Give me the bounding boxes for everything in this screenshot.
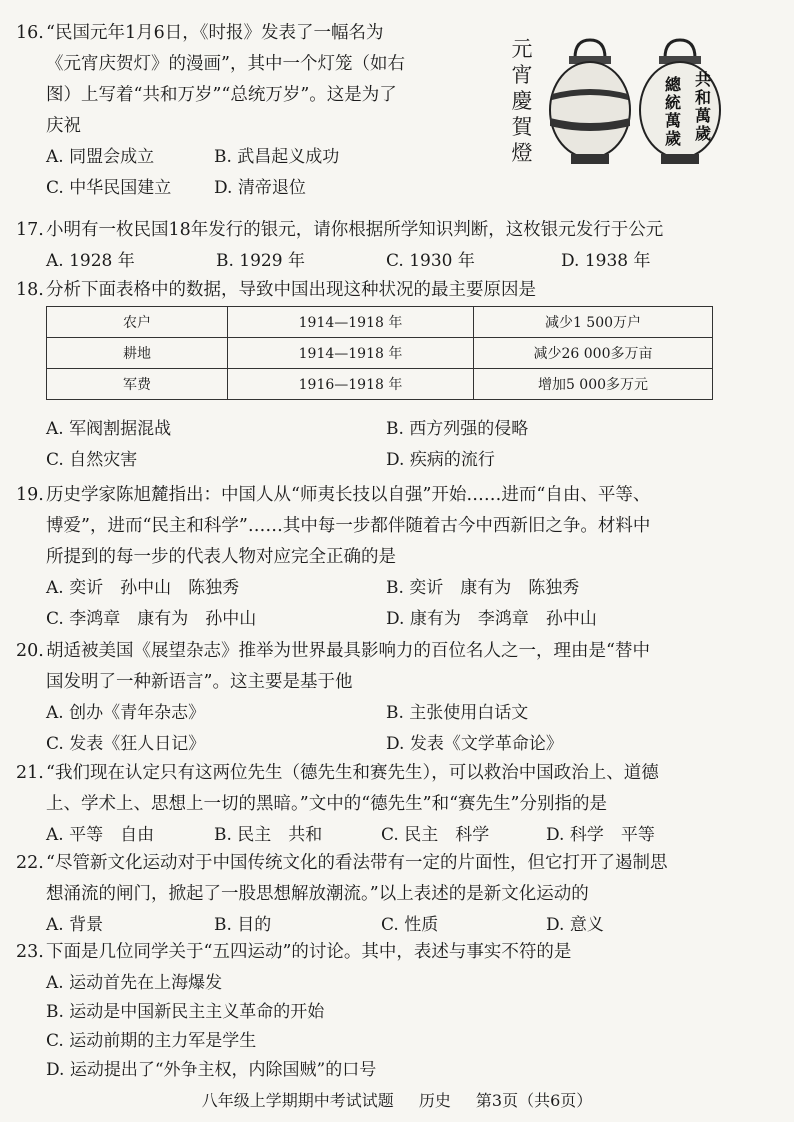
- question-21: [16, 758, 754, 851]
- options-row: [16, 173, 754, 204]
- options-row: [16, 445, 754, 476]
- option-a[interactable]: A. 1928 年: [46, 251, 135, 271]
- options-row: [16, 698, 754, 729]
- question-number: 22.: [16, 853, 44, 873]
- footer-page-number: 第3页（共6页）: [475, 1091, 593, 1110]
- question-23: [16, 937, 754, 1084]
- lantern-illustration: [505, 30, 725, 175]
- option-c[interactable]: C. 发表《狂人日记》: [46, 734, 206, 754]
- table-row: [47, 369, 713, 400]
- question-number: 16.: [16, 23, 44, 43]
- options-row: [16, 414, 754, 445]
- question-text: 所提到的每一步的代表人物对应完全正确的是: [46, 547, 396, 567]
- lantern-drawing: [505, 30, 725, 175]
- table-cell: 1914—1918 年: [228, 338, 474, 369]
- table-row: [47, 307, 713, 338]
- lantern-text: 和: [695, 88, 712, 107]
- options-row: [16, 820, 754, 851]
- option-c[interactable]: C. 自然灾害: [46, 450, 138, 470]
- table-cell: 减少1 500万户: [474, 307, 713, 338]
- lantern-text: 歲: [665, 129, 682, 148]
- question-text: “尽管新文化运动对于中国传统文化的看法带有一定的片面性，但它打开了遏制思: [46, 853, 668, 873]
- data-table: [46, 306, 713, 400]
- option-d[interactable]: D. 发表《文学革命论》: [386, 734, 563, 754]
- option-b[interactable]: B. 武昌起义成功: [214, 147, 340, 167]
- question-text: 博爱”，进而“民主和科学”……其中每一步都伴随着古今中西新旧之争。材料中: [46, 516, 651, 536]
- options-row: [16, 604, 754, 635]
- lantern-text: 歲: [695, 124, 712, 143]
- question-number: 18.: [16, 280, 44, 300]
- option-c[interactable]: C. 中华民国建立: [46, 178, 172, 198]
- option-c[interactable]: C. 民主 科学: [381, 825, 490, 845]
- option-c[interactable]: C. 运动前期的主力军是学生: [46, 1031, 257, 1051]
- question-20: [16, 636, 754, 760]
- question-number: 19.: [16, 485, 44, 505]
- footer-exam-title: 八年级上学期期中考试试题: [201, 1091, 394, 1110]
- option-b[interactable]: B. 奕䜣 康有为 陈独秀: [386, 578, 580, 598]
- lantern-text: 共: [695, 70, 712, 89]
- lantern-text: 統: [665, 93, 682, 112]
- question-number: 21.: [16, 763, 44, 783]
- question-text: “民国元年1月6日，《时报》发表了一幅名为: [46, 23, 384, 43]
- option-a[interactable]: A. 创办《青年杂志》: [46, 703, 206, 723]
- question-18-options: [16, 414, 754, 476]
- option-a[interactable]: A. 平等 自由: [46, 825, 155, 845]
- question-text: 庆祝: [46, 116, 81, 136]
- question-number: 23.: [16, 942, 44, 962]
- option-a[interactable]: A. 背景: [46, 915, 104, 935]
- option-c[interactable]: C. 李鸿章 康有为 孙中山: [46, 609, 257, 629]
- question-text: 《元宵庆贺灯》的漫画”，其中一个灯笼（如右: [46, 54, 405, 74]
- option-d[interactable]: D. 科学 平等: [546, 825, 655, 845]
- option-c[interactable]: C. 性质: [381, 915, 439, 935]
- option-a[interactable]: A. 奕䜣 孙中山 陈独秀: [46, 578, 240, 598]
- option-b[interactable]: B. 主张使用白话文: [386, 703, 529, 723]
- lantern-text: 萬: [695, 106, 712, 125]
- footer-subject: 历史: [418, 1091, 451, 1110]
- question-19: [16, 480, 754, 635]
- question-text: 想涌流的闸门，掀起了一股思想解放潮流。”以上表述的是新文化运动的: [46, 884, 589, 904]
- option-c[interactable]: C. 1930 年: [386, 251, 475, 271]
- option-b[interactable]: B. 目的: [214, 915, 272, 935]
- table-cell: 增加5 000多万元: [474, 369, 713, 400]
- question-number: 20.: [16, 641, 44, 661]
- option-d[interactable]: D. 疾病的流行: [386, 450, 495, 470]
- table-row: [47, 338, 713, 369]
- question-17: [16, 215, 754, 277]
- question-text: 上、学术上、思想上一切的黑暗。”文中的“德先生”和“赛先生”分别指的是: [46, 794, 607, 814]
- option-d[interactable]: D. 清帝退位: [214, 178, 306, 198]
- option-a[interactable]: A. 军阀割据混战: [46, 419, 172, 439]
- options-row: [16, 968, 754, 997]
- option-d[interactable]: D. 1938 年: [561, 251, 651, 271]
- options-row: [16, 573, 754, 604]
- question-text: “我们现在认定只有这两位先生（德先生和赛先生），可以救治中国政治上、道德: [46, 763, 659, 783]
- option-a[interactable]: A. 同盟会成立: [46, 147, 155, 167]
- question-text: 下面是几位同学关于“五四运动”的讨论。其中，表述与事实不符的是: [46, 942, 572, 962]
- option-d[interactable]: D. 运动提出了“外争主权，内除国贼”的口号: [46, 1060, 377, 1080]
- table-cell: 减少26 000多万亩: [474, 338, 713, 369]
- options-row: [16, 997, 754, 1026]
- question-text: 图）上写着“共和万岁”“总统万岁”。这是为了: [46, 85, 397, 105]
- lantern-caption: 元 宵 慶 賀 燈: [511, 37, 533, 165]
- table-cell: 1914—1918 年: [228, 307, 474, 338]
- option-b[interactable]: B. 民主 共和: [214, 825, 323, 845]
- question-text: 国发明了一种新语言”。这主要是基于他: [46, 672, 353, 692]
- question-text: 历史学家陈旭麓指出：中国人从“师夷长技以自强”开始……进而“自由、平等、: [46, 485, 651, 505]
- options-row: [16, 1055, 754, 1084]
- question-18: [16, 275, 754, 306]
- table-cell: 军费: [47, 369, 228, 400]
- options-row: [16, 246, 754, 277]
- page-footer: [0, 1088, 794, 1111]
- question-text: 小明有一枚民国18年发行的银元，请你根据所学知识判断，这枚银元发行于公元: [46, 220, 664, 240]
- question-text: 分析下面表格中的数据，导致中国出现这种状况的最主要原因是: [46, 280, 536, 300]
- options-row: [16, 1026, 754, 1055]
- option-b[interactable]: B. 运动是中国新民主主义革命的开始: [46, 1002, 325, 1022]
- question-22: [16, 848, 754, 941]
- options-row: [16, 729, 754, 760]
- option-b[interactable]: B. 西方列强的侵略: [386, 419, 529, 439]
- lantern-text: 總: [665, 75, 682, 94]
- table-cell: 农户: [47, 307, 228, 338]
- option-b[interactable]: B. 1929 年: [216, 251, 305, 271]
- table-cell: 耕地: [47, 338, 228, 369]
- lantern-text: 萬: [665, 111, 682, 130]
- option-d[interactable]: D. 康有为 李鸿章 孙中山: [386, 609, 597, 629]
- question-text: 胡适被美国《展望杂志》推举为世界最具影响力的百位名人之一，理由是“替中: [46, 641, 650, 661]
- table-cell: 1916—1918 年: [228, 369, 474, 400]
- question-number: 17.: [16, 220, 44, 240]
- option-a[interactable]: A. 运动首先在上海爆发: [46, 973, 223, 993]
- option-d[interactable]: D. 意义: [546, 915, 604, 935]
